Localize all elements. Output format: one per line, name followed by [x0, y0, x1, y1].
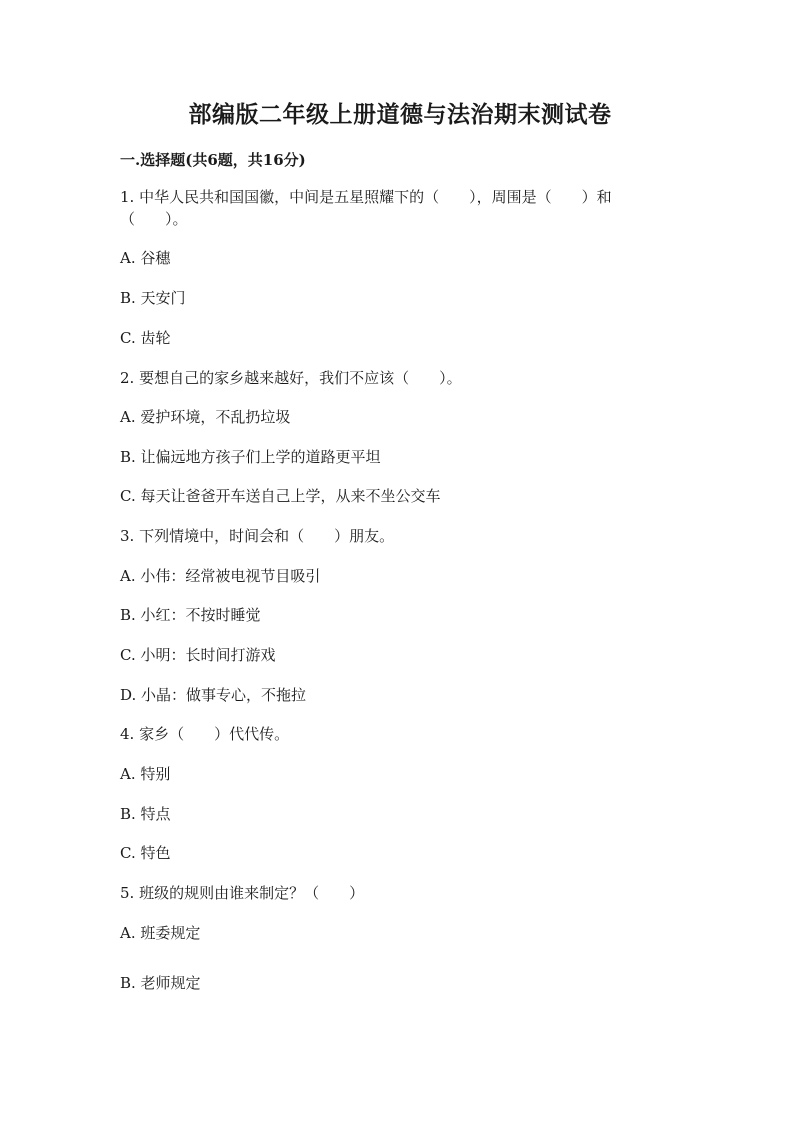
question-5-option-b: B. 老师规定	[120, 974, 201, 992]
question-1-stem-line-1: 1. 中华人民共和国国徽，中间是五星照耀下的（ ），周围是（ ）和	[120, 188, 612, 206]
question-1-stem	[120, 186, 680, 230]
question-5-stem: 5. 班级的规则由谁来制定？（ ）	[120, 884, 365, 902]
question-5-option-a: A. 班委规定	[120, 924, 201, 942]
question-1-stem-line-2: （ ）。	[120, 210, 188, 228]
question-1-option-a: A. 谷穗	[120, 249, 171, 267]
section-heading: 一.选择题(共6题，共16分)	[120, 151, 306, 169]
question-3-option-c: C. 小明：长时间打游戏	[120, 646, 276, 664]
question-2-stem: 2. 要想自己的家乡越来越好，我们不应该（ ）。	[120, 369, 462, 387]
question-3-option-d: D. 小晶：做事专心，不拖拉	[120, 686, 307, 704]
question-3-option-b: B. 小红：不按时睡觉	[120, 606, 261, 624]
question-2-option-b: B. 让偏远地方孩子们上学的道路更平坦	[120, 448, 381, 466]
question-4-stem: 4. 家乡（ ）代代传。	[120, 725, 290, 743]
question-4-option-a: A. 特别	[120, 765, 171, 783]
question-1-option-b: B. 天安门	[120, 289, 186, 307]
question-4-option-b: B. 特点	[120, 805, 171, 823]
page-title: 部编版二年级上册道德与法治期末测试卷	[188, 101, 612, 128]
question-4-option-c: C. 特色	[120, 844, 171, 862]
question-1-option-c: C. 齿轮	[120, 329, 171, 347]
question-3-option-a: A. 小伟：经常被电视节目吸引	[120, 567, 321, 585]
question-2-option-a: A. 爱护环境，不乱扔垃圾	[120, 408, 291, 426]
question-2-option-c: C. 每天让爸爸开车送自己上学，从来不坐公交车	[120, 487, 441, 505]
question-3-stem: 3. 下列情境中，时间会和（ ）朋友。	[120, 527, 395, 545]
